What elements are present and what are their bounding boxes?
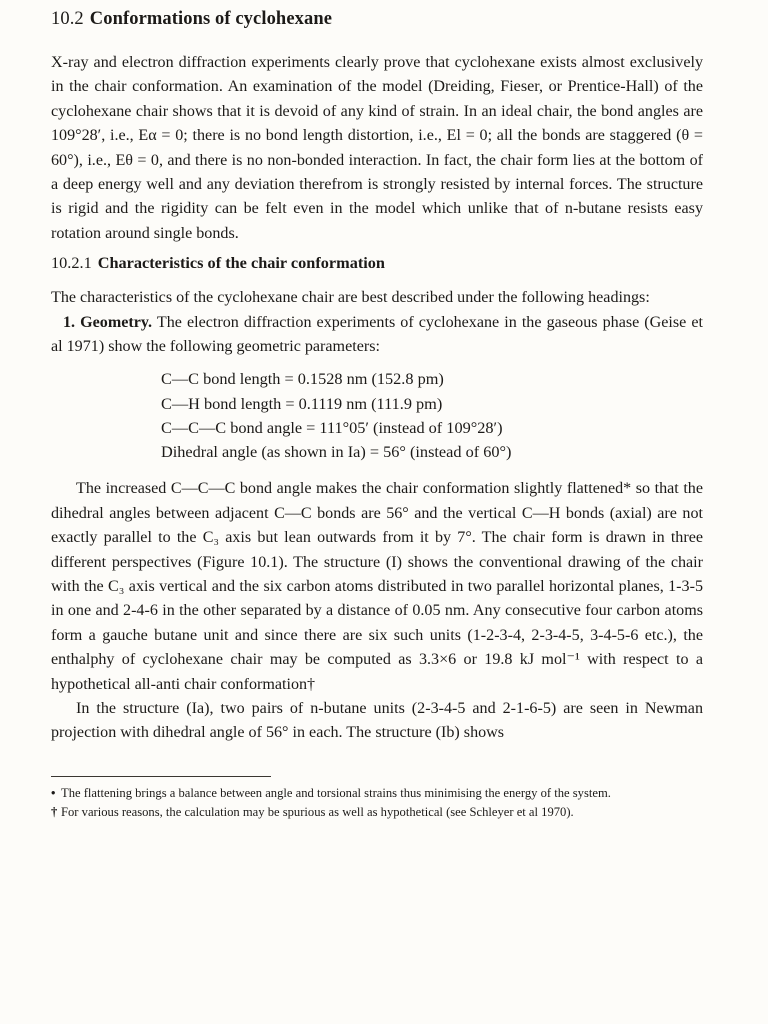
geometry-text: The electron diffraction experiments of cyclohexane in the gaseous phase (Geise et al 1971) show the following geometric parameters: (51, 313, 703, 356)
geometry-title: 1. Geometry. (63, 313, 153, 331)
subsection-heading (51, 251, 703, 275)
footnote-mark: † (51, 804, 58, 819)
footnote-text: The flattening brings a balance between angle and torsional strains thus minimising the energy of the system. (61, 785, 611, 800)
parameter-dihedral-angle: Dihedral angle (as shown in Ia) = 56° (instead of 60°) (161, 442, 512, 462)
document-page (51, 6, 703, 823)
geometric-parameters-list (161, 367, 703, 464)
footnote-divider (51, 776, 271, 777)
section-heading (51, 6, 703, 32)
footnote (51, 804, 703, 821)
bond-angle-paragraph: The increased C—C—C bond angle makes the chair conformation slightly flattened* so that the dihedral angles between adjacent C—C bonds are 56° and the vertical C—H bonds (axial) are not exactly parallel to the C₃ axis but lean outwards from it by 7°. The chair form is drawn in three different perspectives (Figure 10.1). The structure (I) shows the conventional drawing of the chair with the C₃ axis vertical and the six carbon atoms distributed in two parallel horizontal planes, 1-3-5 in one and 2-4-6 in the other separated by a distance of 0.05 nm. Any consecutive four carbon atoms form a gauche butane unit and since there are six such units (1-2-3-4, 2-3-4-5, 3-4-5-6 etc.), the enthalphy of cyclohexane chair may be computed as 3.3×6 or 19.8 kJ mol⁻¹ with respect to a hypothetical all-anti chair conformation† (51, 480, 703, 693)
intro-paragraph: X-ray and electron diffraction experiments clearly prove that cyclohexane exists almost exclusively in the chair conformation. An examination of the model (Dreiding, Fieser, or Prentice-Hall) of the cyclohexane chair shows that it is devoid of any kind of strain. In an ideal chair, the bond angles are 109°28′, i.e., Eα = 0; there is no bond length distortion, i.e., El = 0; all the bonds are staggered (θ = 60°), i.e., Eθ = 0, and there is no non-bonded interaction. In fact, the chair form lies at the bottom of a deep energy well and any deviation therefrom is strongly resisted by internal forces. The structure is rigid and the rigidity can be felt even in the model which unlike that of n-butane resists easy rotation around single bonds. (51, 54, 703, 242)
parameter-cc-bond-length: C—C bond length = 0.1528 nm (152.8 pm) (161, 369, 444, 389)
parameter-ch-bond-length: C—H bond length = 0.1119 nm (111.9 pm) (161, 393, 443, 413)
characteristics-paragraph: The characteristics of the cyclohexane chair are best described under the following headings: (51, 289, 650, 307)
footnotes (51, 785, 703, 821)
structure-ia-paragraph: In the structure (Ia), two pairs of n-butane units (2-3-4-5 and 2-1-6-5) are seen in Newman projection with dihedral angle of 56° in each. The structure (Ib) shows (51, 699, 703, 742)
subsection-number: 10.2.1 (51, 253, 92, 273)
footnote-text: For various reasons, the calculation may be spurious as well as hypothetical (see Schleyer et al 1970). (61, 804, 574, 819)
parameter-ccc-bond-angle: C—C—C bond angle = 111°05′ (instead of 109°28′) (161, 417, 503, 437)
footnote-mark: • (51, 785, 56, 800)
geometry-paragraph (51, 311, 703, 360)
footnote (51, 785, 703, 802)
section-number: 10.2 (51, 9, 84, 29)
subsection-title: Characteristics of the chair conformation (97, 253, 385, 273)
section-title: Conformations of cyclohexane (89, 9, 333, 29)
